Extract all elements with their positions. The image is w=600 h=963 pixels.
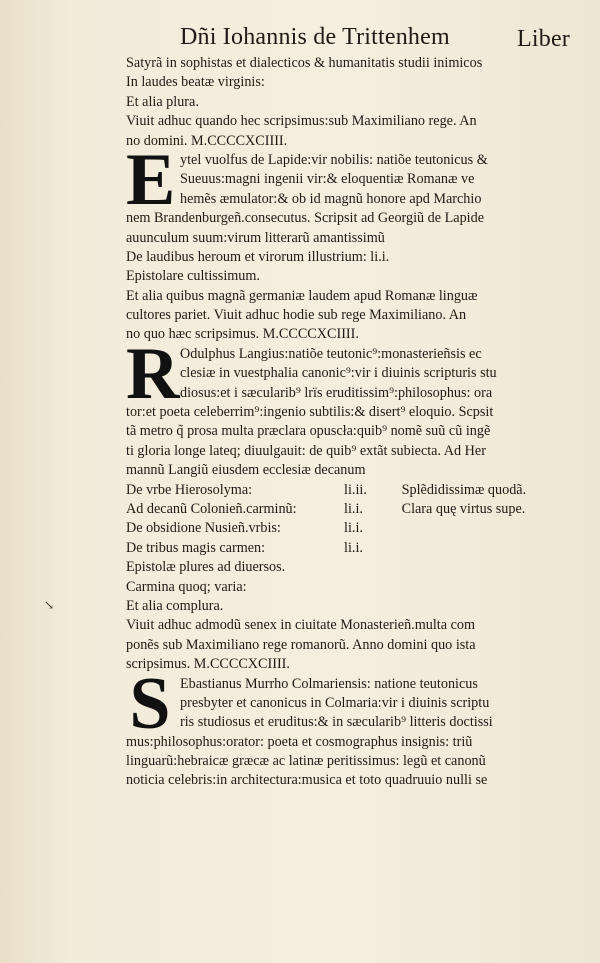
work-title: De tribus magis carmen:: [126, 539, 266, 556]
work-title: Ad decanũ Colonieñ.carminũ:: [126, 500, 297, 517]
text-line: ponẽs sub Maximiliano rege romanorũ. Anno domini quo ista: [126, 636, 476, 653]
work-books: li.i.: [344, 520, 363, 537]
works-row: [126, 481, 580, 500]
text-line: ris studiosus et eruditus:& in sæcularib⁹ litteris doctissi: [180, 714, 493, 731]
text-line: Ebastianus Murrho Colmariensis: natione teutonicus: [180, 675, 478, 692]
text-line: scripsimus. M.CCCCXCIIII.: [126, 656, 290, 673]
text-line: Epistolæ plures ad diuersos.: [126, 559, 286, 576]
text-line: tor:et poeta celeberrim⁹:ingenio subtilis:& disert⁹ eloquio. Scpsit: [126, 404, 494, 421]
header-title: Dñi Iohannis de Trittenhem: [180, 24, 450, 50]
works-row: [126, 519, 580, 538]
text-line: linguarũ:hebraicæ græcæ ac latinæ peritissimus: legũ et canonũ: [126, 753, 486, 770]
work-incipit: [394, 519, 580, 538]
works-row: [126, 539, 580, 558]
work-books: li.i.: [344, 500, 363, 517]
work-incipit: Splẽdidissimæ quodã.: [401, 481, 527, 498]
work-incipit: Clara quę virtus supe.: [401, 500, 526, 517]
text-line: auunculum suum:virum litterarũ amantissimũ: [126, 229, 385, 246]
work-books: li.ii.: [344, 481, 367, 498]
drop-cap: R: [126, 332, 180, 415]
text-line: Et alia plura.: [126, 93, 199, 110]
work-incipit: [394, 539, 580, 558]
work-title: De vrbe Hierosolyma:: [126, 481, 253, 498]
text-line: Viuit adhuc admodũ senex in ciuitate Monasterieñ.multa com: [126, 617, 476, 634]
text-line: presbyter et canonicus in Colmaria:vir i diuinis scriptu: [180, 694, 490, 711]
running-header: [180, 24, 580, 54]
header-book-label: Liber: [517, 26, 570, 52]
text-line: hemẽs æmulator:& ob id magnũ honore apd Marchio: [180, 190, 482, 207]
text-line: nem Brandenburgeñ.consecutus. Scripsit ad Georgiũ de Lapide: [126, 210, 485, 227]
text-line: Et alia complura.: [126, 597, 224, 614]
text-line: mannũ Langiũ eiusdem ecclesiæ decanum: [126, 462, 366, 479]
text-line: Epistolare cultissimum.: [126, 268, 260, 285]
margin-mark: ↘: [44, 598, 55, 612]
page-body: [126, 54, 580, 791]
text-line: no quo hæc scripsimus. M.CCCCXCIIII.: [126, 326, 359, 343]
text-line: Satyrã in sophistas et dialecticos & humanitatis studii inimicos: [126, 55, 483, 71]
works-row: [126, 500, 580, 519]
text-line: no domini. M.CCCCXCIIII.: [126, 132, 288, 149]
work-title: De obsidione Nusieñ.vrbis:: [126, 520, 281, 537]
text-line: mus:philosophus:orator: poeta et cosmographus insignis: triũ: [126, 733, 473, 750]
text-line: Viuit adhuc quando hec scripsimus:sub Maximiliano rege. An: [126, 113, 477, 130]
text-line: noticia celebris:in architectura:musica et toto quadruuio nulli se: [126, 772, 488, 789]
text-line: Odulphus Langius:natiõe teutonic⁹:monasterieñsis ec: [180, 345, 482, 362]
text-line: clesiæ in vuestphalia canonic⁹:vir i diuinis scripturis stu: [180, 365, 497, 382]
text-line: diosus:et i sæcularib⁹ lrïs eruditissim⁹:philosophus: ora: [180, 384, 493, 401]
text-line: De laudibus heroum et virorum illustrium: li.i.: [126, 248, 390, 265]
text-line: tã metro q̃ prosa multa præclara opuscła:quib⁹ nomẽ suũ cũ ingẽ: [126, 423, 491, 440]
text-line: Carmina quoq; varia:: [126, 578, 247, 595]
drop-cap: S: [129, 662, 171, 745]
text-line: Sueuus:magni ingenii vir:& eloquentiæ Romanæ ve: [180, 171, 475, 188]
text-line: In laudes beatæ virginis:: [126, 74, 265, 91]
drop-cap: E: [126, 138, 176, 221]
text-line: Et alia quibus magnã germaniæ laudem apud Romanæ linguæ: [126, 287, 478, 304]
work-books: li.i.: [344, 539, 363, 556]
text-line: cultores pariet. Viuit adhuc hodie sub rege Maximiliano. An: [126, 307, 467, 324]
text-line: ti gloria longe lateq; diuulgauit: de quib⁹ extãt subiecta. Ad Her: [126, 442, 486, 459]
text-line: ytel vuolfus de Lapide:vir nobilis: natiõe teutonicus &: [180, 151, 488, 168]
